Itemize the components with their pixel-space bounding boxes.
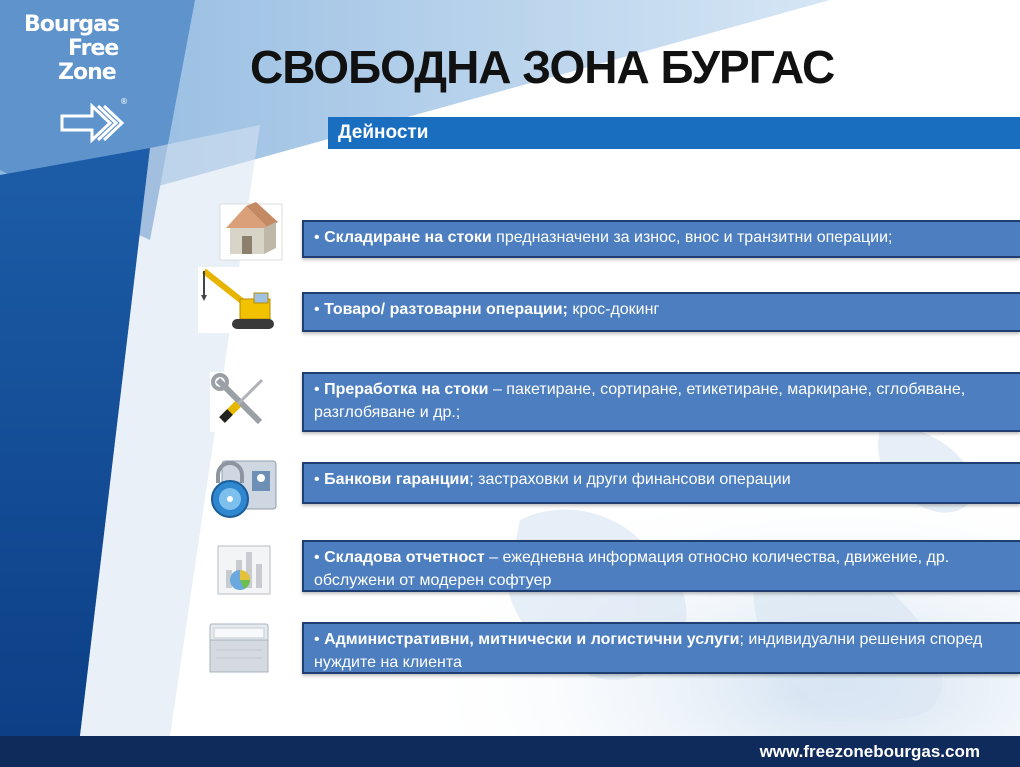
item-title: Преработка на стоки (324, 381, 489, 398)
footer-bar (0, 736, 1020, 767)
logo-line-1: Bourgas (24, 12, 120, 37)
item-text: – пакетиране, сортиране, етикетиране, маркиране, сглобяване, разглобяване и др.; (314, 381, 966, 421)
bullet: • (314, 631, 320, 648)
bourgas-free-zone-logo (22, 12, 132, 152)
folder-icon (206, 620, 274, 676)
logo-line-3: Zone (58, 60, 116, 85)
activity-item-loading (302, 292, 1020, 332)
bullet: • (314, 381, 320, 398)
page-title: СВОБОДНА ЗОНА БУРГАС (250, 41, 835, 93)
logo-arrow-icon (58, 98, 128, 148)
item-text: предназначени за износ, внос и транзитни операции; (491, 229, 893, 246)
item-title: Складова отчетност (324, 549, 485, 566)
activity-item-processing (302, 372, 1020, 432)
tools-icon (208, 370, 274, 434)
item-title: Банкови гаранции (324, 471, 470, 488)
item-title: Складиране на стоки (324, 229, 492, 246)
activity-item-storage (302, 220, 1020, 258)
chart-report-icon (214, 542, 274, 598)
item-title: Административни, митнически и логистични услуги (324, 631, 740, 648)
bullet: • (314, 229, 320, 246)
crane-icon (196, 265, 280, 335)
logo-line-2: Free (68, 36, 119, 61)
warehouse-house-icon (218, 198, 284, 262)
item-text: ; индивидуални решения според нуждите на клиента (314, 631, 983, 671)
item-title: Товаро/ разтоварни операции; (324, 301, 568, 318)
logo-registered-mark: ® (120, 97, 127, 106)
item-text: ; застраховки и други финансови операции (469, 471, 791, 488)
bullet: • (314, 471, 320, 488)
bullet: • (314, 549, 320, 566)
activity-item-accounting (302, 540, 1020, 592)
activity-item-administrative (302, 622, 1020, 674)
section-title-bar: Дейности (328, 117, 1020, 149)
item-text: крос-докинг (567, 301, 660, 318)
item-text: – ежедневна информация относно количества, движение, др. обслужени от модерен софтуер (314, 549, 950, 589)
bullet: • (314, 301, 320, 318)
website-link[interactable]: www.freezonebourgas.com (759, 742, 980, 761)
bank-lock-icon (204, 457, 280, 521)
activity-item-banking (302, 462, 1020, 504)
